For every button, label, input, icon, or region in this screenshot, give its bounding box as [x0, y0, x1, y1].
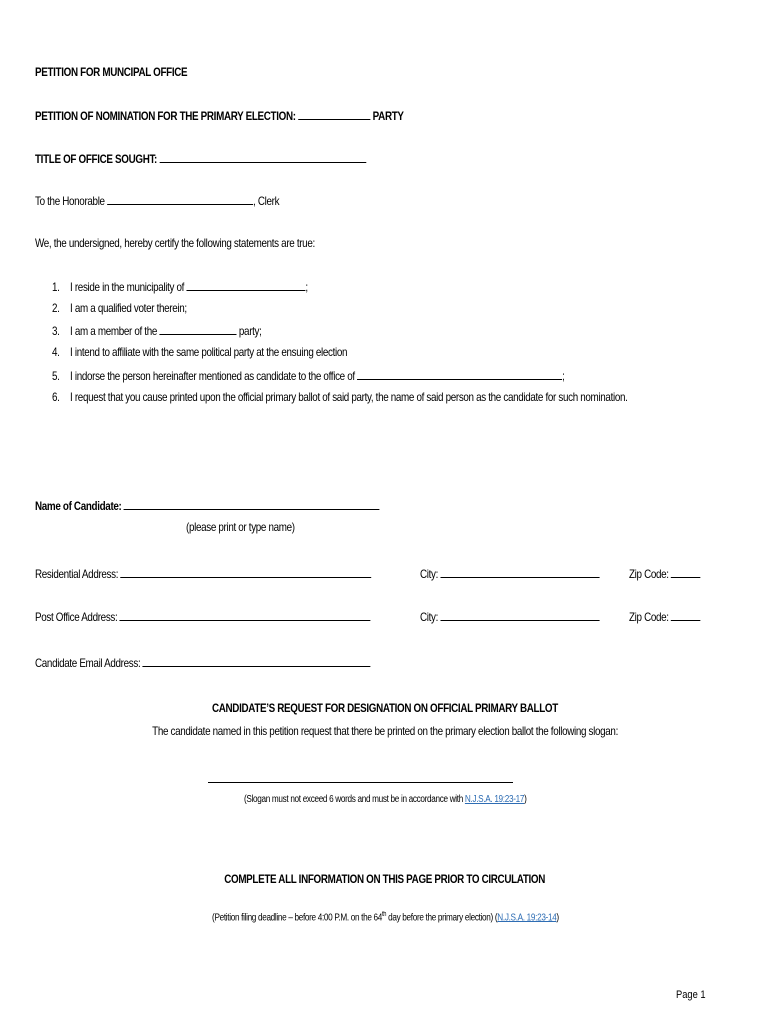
party-member-blank[interactable] [159, 323, 236, 335]
statement-suffix: ; [305, 280, 308, 294]
candidate-email-line [35, 655, 371, 670]
post-office-city-line [420, 609, 600, 624]
statement-4 [52, 345, 347, 359]
residential-address-line [35, 566, 371, 581]
post-office-city-blank[interactable] [440, 609, 599, 621]
page-number: Page 1 [676, 989, 706, 1001]
slogan-blank[interactable] [208, 782, 513, 783]
candidate-name-label: Name of Candidate: [35, 499, 122, 513]
candidate-name-line [35, 498, 380, 513]
residential-city-line [420, 566, 600, 581]
residential-city-blank[interactable] [440, 566, 599, 578]
residential-address-blank[interactable] [121, 566, 372, 578]
slogan-instruction-row [0, 722, 770, 740]
office-indorse-blank[interactable] [357, 368, 562, 380]
slogan-heading: CANDIDATE’S REQUEST FOR DESIGNATION ON OFFICIAL PRIMARY BALLOT [212, 701, 558, 715]
statement-text: I reside in the municipality of [70, 280, 185, 294]
statement-number: 1. [52, 280, 60, 294]
slogan-note-prefix: (Slogan must not exceed 6 words and must be in accordance with [243, 794, 465, 805]
candidate-name-hint: (please print or type name) [186, 520, 295, 534]
statement-text: I request that you cause printed upon the official primary ballot of said party, the name of said person as the candidate for such nomination. [70, 390, 628, 404]
office-label: TITLE OF OFFICE SOUGHT: [35, 152, 158, 166]
residential-address-label: Residential Address: [35, 567, 119, 581]
candidate-email-label: Candidate Email Address: [35, 656, 141, 670]
residential-zip-line [629, 566, 701, 581]
salutation-line [35, 193, 279, 208]
salutation-prefix: To the Honorable [35, 194, 105, 208]
post-office-address-label: Post Office Address: [35, 610, 118, 624]
zip-label: Zip Code: [629, 610, 669, 624]
post-office-address-line [35, 609, 371, 624]
clerk-name-blank[interactable] [107, 193, 253, 205]
statement-number: 6. [52, 390, 60, 404]
candidate-email-blank[interactable] [143, 655, 371, 667]
statement-text: I indorse the person hereinafter mentioned as candidate to the office of [70, 369, 355, 383]
statement-text: I am a qualified voter therein; [70, 301, 187, 315]
zip-label: Zip Code: [629, 567, 669, 581]
statement-1 [52, 279, 308, 294]
city-label: City: [420, 610, 439, 624]
circulation-heading: COMPLETE ALL INFORMATION ON THIS PAGE PRIOR TO CIRCULATION [224, 872, 546, 886]
deadline-superscript: th [381, 910, 386, 918]
candidate-name-blank[interactable] [124, 498, 380, 510]
statement-2 [52, 301, 187, 315]
post-office-zip-line [629, 609, 701, 624]
salutation-suffix: , Clerk [253, 194, 280, 208]
statement-number: 2. [52, 301, 60, 315]
municipality-blank[interactable] [186, 279, 305, 291]
statement-number: 4. [52, 345, 60, 359]
slogan-instruction: The candidate named in this petition request that there be printed on the primary election ballot the following slogan: [152, 724, 618, 738]
deadline-prefix: (Petition filing deadline – before 4:00 P.M. on the 64 [211, 912, 382, 923]
statement-number: 5. [52, 369, 60, 383]
statement-3 [52, 323, 262, 338]
deadline-mid: day before the primary election) ( [385, 912, 497, 923]
nomination-label: PETITION OF NOMINATION FOR THE PRIMARY ELECTION: [35, 109, 296, 123]
post-office-address-blank[interactable] [120, 609, 371, 621]
party-blank[interactable] [298, 108, 370, 120]
deadline-suffix: ) [555, 912, 559, 923]
statement-text: I intend to affiliate with the same political party at the ensuing election [70, 345, 348, 359]
slogan-note-suffix: ) [523, 794, 527, 805]
circulation-heading-row [0, 870, 770, 888]
statement-6 [52, 390, 628, 404]
statement-number: 3. [52, 324, 60, 338]
office-line [35, 151, 366, 166]
deadline-note [212, 911, 559, 923]
document-title: PETITION FOR MUNCIPAL OFFICE [35, 65, 188, 79]
post-office-zip-blank[interactable] [671, 609, 701, 621]
office-blank[interactable] [159, 151, 366, 163]
city-label: City: [420, 567, 439, 581]
residential-zip-blank[interactable] [671, 566, 701, 578]
certify-statement: We, the undersigned, hereby certify the following statements are true: [35, 236, 315, 250]
slogan-note-row [0, 789, 770, 807]
nomination-line [35, 108, 404, 123]
statement-suffix: ; [562, 369, 565, 383]
njsa-19-23-14-link[interactable]: N.J.S.A. 19:23-14 [496, 912, 556, 923]
party-label: PARTY [372, 109, 404, 123]
deadline-row [0, 907, 770, 925]
statement-5 [52, 368, 565, 383]
slogan-note [244, 794, 526, 805]
slogan-heading-row [0, 699, 770, 717]
njsa-19-23-17-link[interactable]: N.J.S.A. 19:23-17 [464, 794, 524, 805]
statement-text: I am a member of the [70, 324, 158, 338]
statement-suffix: party; [236, 324, 262, 338]
